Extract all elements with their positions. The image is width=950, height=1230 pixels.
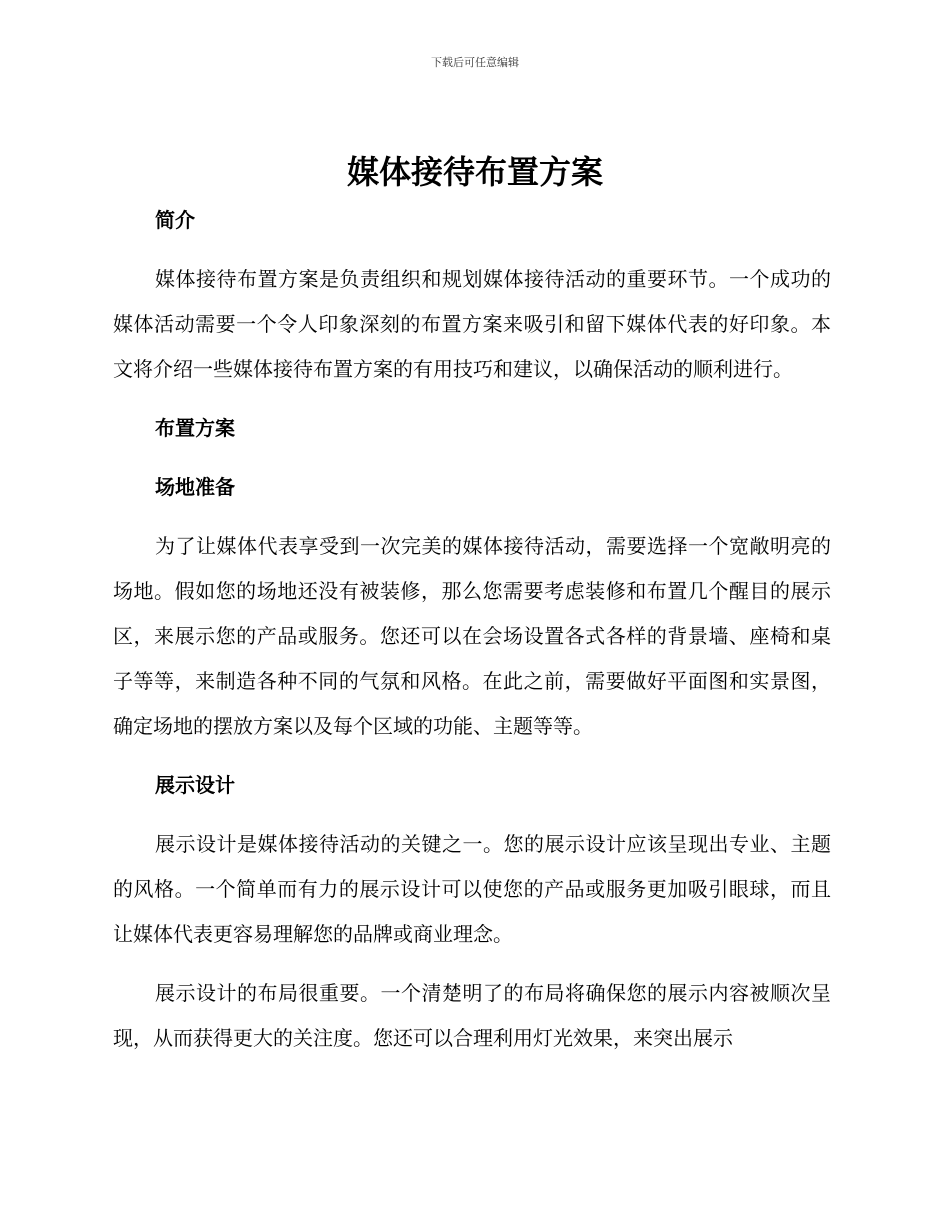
paragraph-intro: 媒体接待布置方案是负责组织和规划媒体接待活动的重要环节。一个成功的媒体活动需要一个令人印象深刻的布置方案来吸引和留下媒体代表的好印象。本文将介绍一些媒体接待布置方案的有用技巧和建议，以确保活动的顺利进行。 xyxy=(113,267,831,381)
section-heading-layout: 布置方案 xyxy=(155,416,235,440)
document-body xyxy=(113,198,831,1075)
section-heading-venue: 场地准备 xyxy=(155,475,235,499)
paragraph-display-2: 展示设计的布局很重要。一个清楚明了的布局将确保您的展示内容被顺次呈现，从而获得更大的关注度。您还可以合理利用灯光效果，来突出展示 xyxy=(113,981,831,1050)
header-note: 下载后可任意编辑 xyxy=(431,56,519,69)
paragraph-venue: 为了让媒体代表享受到一次完美的媒体接待活动，需要选择一个宽敞明亮的场地。假如您的场地还没有被装修，那么您需要考虑装修和布置几个醒目的展示区，来展示您的产品或服务。您还可以在会场设置各式各样的背景墙、座椅和桌子等等，来制造各种不同的气氛和风格。在此之前，需要做好平面图和实景图，确定场地的摆放方案以及每个区域的功能、主题等等。 xyxy=(113,534,831,738)
section-heading-intro: 简介 xyxy=(155,208,195,232)
document-title: 媒体接待布置方案 xyxy=(346,153,603,191)
paragraph-display-1: 展示设计是媒体接待活动的关键之一。您的展示设计应该呈现出专业、主题的风格。一个简单而有力的展示设计可以使您的产品或服务更加吸引眼球，而且让媒体代表更容易理解您的品牌或商业理念。 xyxy=(113,832,831,946)
section-heading-display: 展示设计 xyxy=(155,773,235,797)
